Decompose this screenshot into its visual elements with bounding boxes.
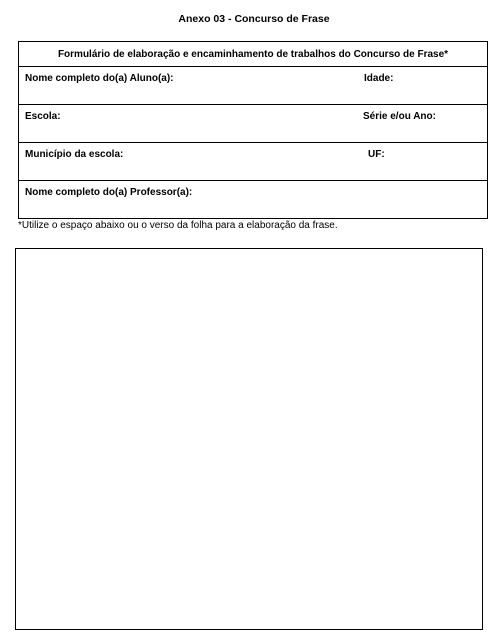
grade-label: Série e/ou Ano: xyxy=(363,111,436,122)
submission-form xyxy=(18,41,488,219)
form-row-student[interactable] xyxy=(19,67,487,105)
school-label: Escola: xyxy=(25,111,61,122)
age-label: Idade: xyxy=(364,73,394,84)
student-name-label: Nome completo do(a) Aluno(a): xyxy=(25,73,174,84)
instructions-note: *Utilize o espaço abaixo ou o verso da folha para a elaboração da frase. xyxy=(18,220,338,231)
phrase-writing-area[interactable] xyxy=(15,248,483,630)
municipality-label: Município da escola: xyxy=(25,149,124,160)
form-row-teacher[interactable] xyxy=(19,181,487,219)
document-title: Anexo 03 - Concurso de Frase xyxy=(178,13,330,25)
state-label: UF: xyxy=(368,149,385,160)
form-header: Formulário de elaboração e encaminhamento de trabalhos do Concurso de Frase* xyxy=(19,42,487,67)
teacher-name-label: Nome completo do(a) Professor(a): xyxy=(25,187,193,198)
form-row-municipality[interactable] xyxy=(19,143,487,181)
form-row-school[interactable] xyxy=(19,105,487,143)
